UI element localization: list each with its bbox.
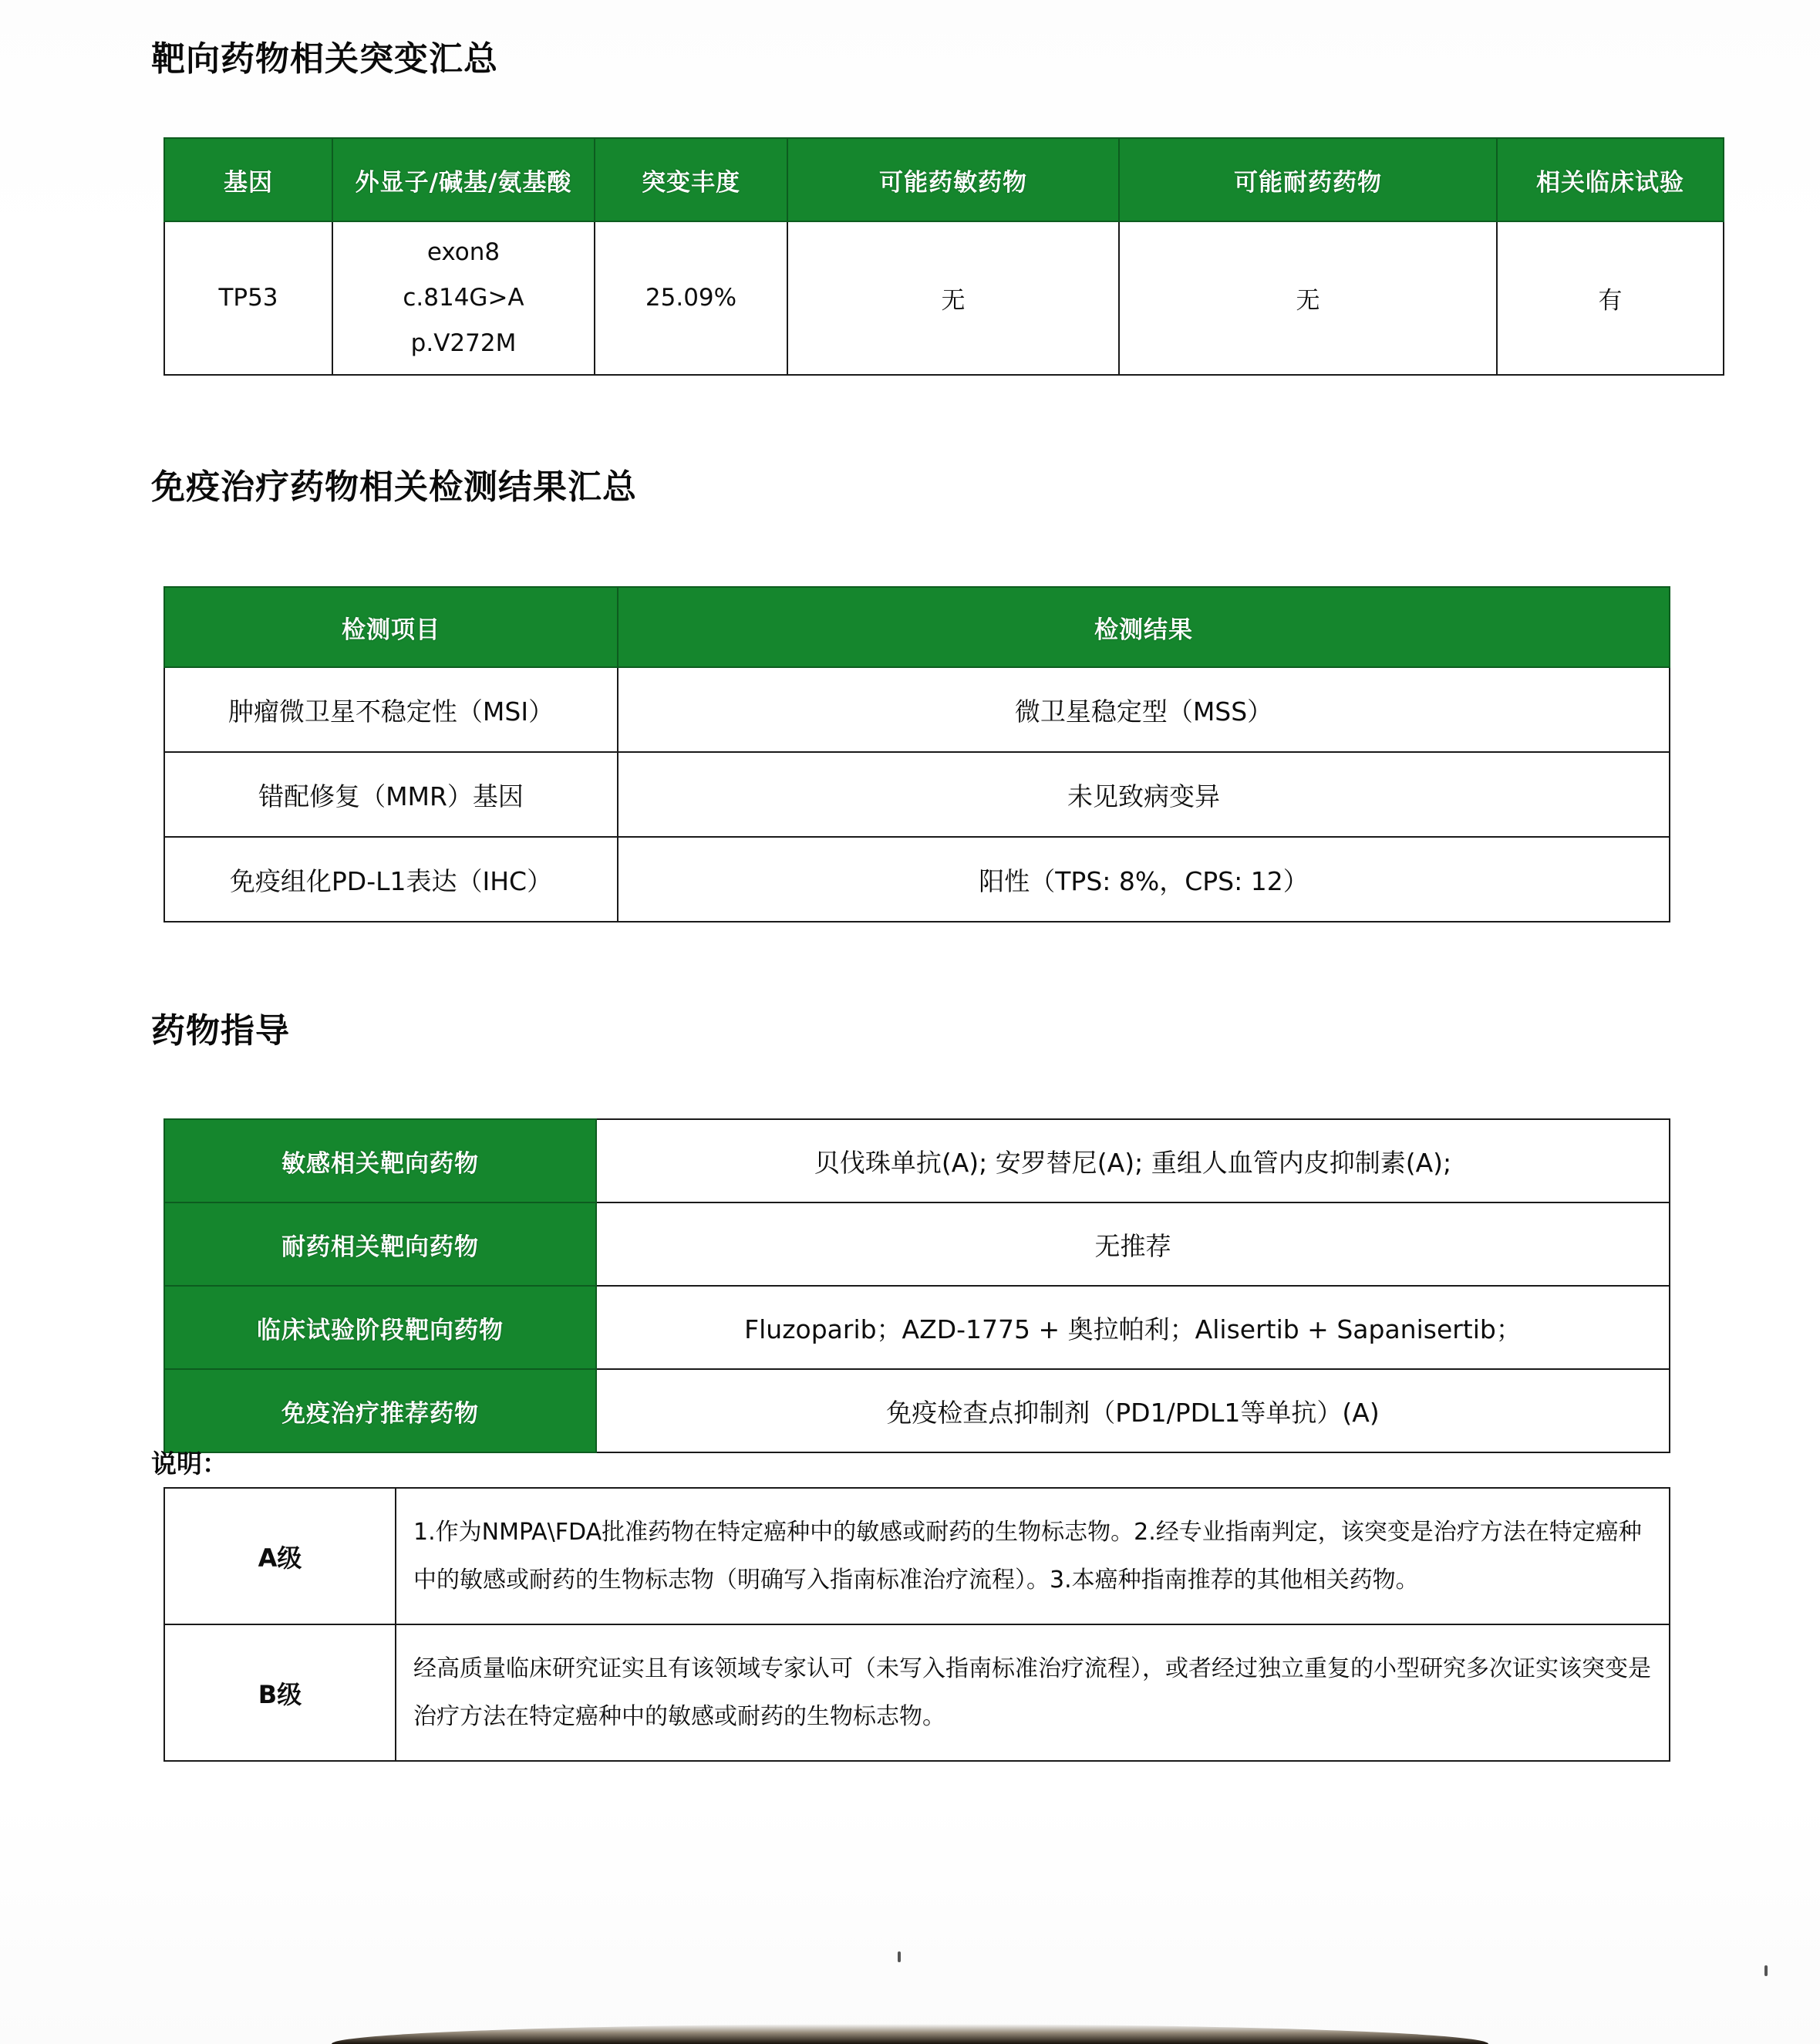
cell-test-result-msi: 微卫星稳定型（MSS） <box>618 667 1670 752</box>
section-title-immuno: 免疫治疗药物相关检测结果汇总 <box>151 467 637 507</box>
cell-value-immunotherapy-drugs: 免疫检查点抑制剂（PD1/PDL1等单抗）(A) <box>596 1369 1670 1452</box>
cell-test-item-mmr: 错配修复（MMR）基因 <box>164 752 618 837</box>
table-header-row <box>164 587 1670 667</box>
scan-speck <box>1764 1965 1768 1976</box>
cell-exon: exon8 <box>426 238 501 266</box>
column-header-test-item: 检测项目 <box>164 587 618 667</box>
cell-exon-base-aa <box>332 221 595 375</box>
cell-value-clinical-trial-drugs: Fluzoparib；AZD-1775 + 奥拉帕利；Alisertib + Sapanisertib； <box>596 1286 1670 1369</box>
scan-speck <box>898 1951 901 1962</box>
table-row <box>164 1119 1670 1202</box>
table-row <box>164 1624 1670 1761</box>
cell-label-immunotherapy-drugs: 免疫治疗推荐药物 <box>164 1369 596 1452</box>
table-row <box>164 667 1670 752</box>
cell-protein-change: p.V272M <box>410 329 517 357</box>
cell-test-item-msi: 肿瘤微卫星不稳定性（MSI） <box>164 667 618 752</box>
cell-grade-b-label: B级 <box>164 1624 396 1761</box>
column-header-mutation-frequency: 突变丰度 <box>595 138 787 221</box>
column-header-exon-base-aa: 外显子/碱基/氨基酸 <box>332 138 595 221</box>
cell-value-resistant-targeted-drugs: 无推荐 <box>596 1202 1670 1286</box>
grade-notes-table <box>163 1487 1670 1762</box>
immuno-results-table <box>163 586 1670 922</box>
cell-grade-b-text: 经高质量临床研究证实且有该领域专家认可（未写入指南标准治疗流程），或者经过独立重复的小型研究多次证实该突变是治疗方法在特定癌种中的敏感或耐药的生物标志物。 <box>396 1624 1670 1761</box>
mutation-summary-table <box>163 137 1724 376</box>
table-row <box>164 221 1724 375</box>
table-row <box>164 1369 1670 1452</box>
cell-grade-a-label: A级 <box>164 1488 396 1624</box>
notes-label: 说明： <box>151 1449 228 1479</box>
cell-gene: TP53 <box>164 221 332 375</box>
table-row <box>164 837 1670 922</box>
column-header-sensitive-drugs: 可能药敏药物 <box>787 138 1119 221</box>
cell-test-result-pdl1: 阳性（TPS: 8%，CPS: 12） <box>618 837 1670 922</box>
cell-mutation-frequency: 25.09% <box>595 221 787 375</box>
cell-base-change: c.814G>A <box>403 283 524 312</box>
column-header-gene: 基因 <box>164 138 332 221</box>
table-header-row <box>164 138 1724 221</box>
section-title-drug-guidance: 药物指导 <box>151 1011 290 1051</box>
cell-sensitive-drugs: 无 <box>787 221 1119 375</box>
cell-resistant-drugs: 无 <box>1119 221 1497 375</box>
cell-clinical-trial: 有 <box>1497 221 1724 375</box>
table-row <box>164 1202 1670 1286</box>
column-header-resistant-drugs: 可能耐药药物 <box>1119 138 1497 221</box>
cell-test-result-mmr: 未见致病变异 <box>618 752 1670 837</box>
drug-guidance-table <box>163 1118 1670 1453</box>
column-header-test-result: 检测结果 <box>618 587 1670 667</box>
cell-label-clinical-trial-drugs: 临床试验阶段靶向药物 <box>164 1286 596 1369</box>
cell-label-sensitive-targeted-drugs: 敏感相关靶向药物 <box>164 1119 596 1202</box>
table-row <box>164 1488 1670 1624</box>
cell-test-item-pdl1: 免疫组化PD-L1表达（IHC） <box>164 837 618 922</box>
cell-value-sensitive-targeted-drugs: 贝伐珠单抗(A); 安罗替尼(A); 重组人血管内皮抑制素(A); <box>596 1119 1670 1202</box>
table-row <box>164 752 1670 837</box>
table-row <box>164 1286 1670 1369</box>
cell-label-resistant-targeted-drugs: 耐药相关靶向药物 <box>164 1202 596 1286</box>
column-header-clinical-trial: 相关临床试验 <box>1497 138 1724 221</box>
cell-grade-a-text: 1.作为NMPA\FDA批准药物在特定癌种中的敏感或耐药的生物标志物。2.经专业指南判定，该突变是治疗方法在特定癌种中的敏感或耐药的生物标志物（明确写入指南标准治疗流程）。3.本癌种指南推荐的其他相关药物。 <box>396 1488 1670 1624</box>
section-title-mutation: 靶向药物相关突变汇总 <box>151 39 498 79</box>
